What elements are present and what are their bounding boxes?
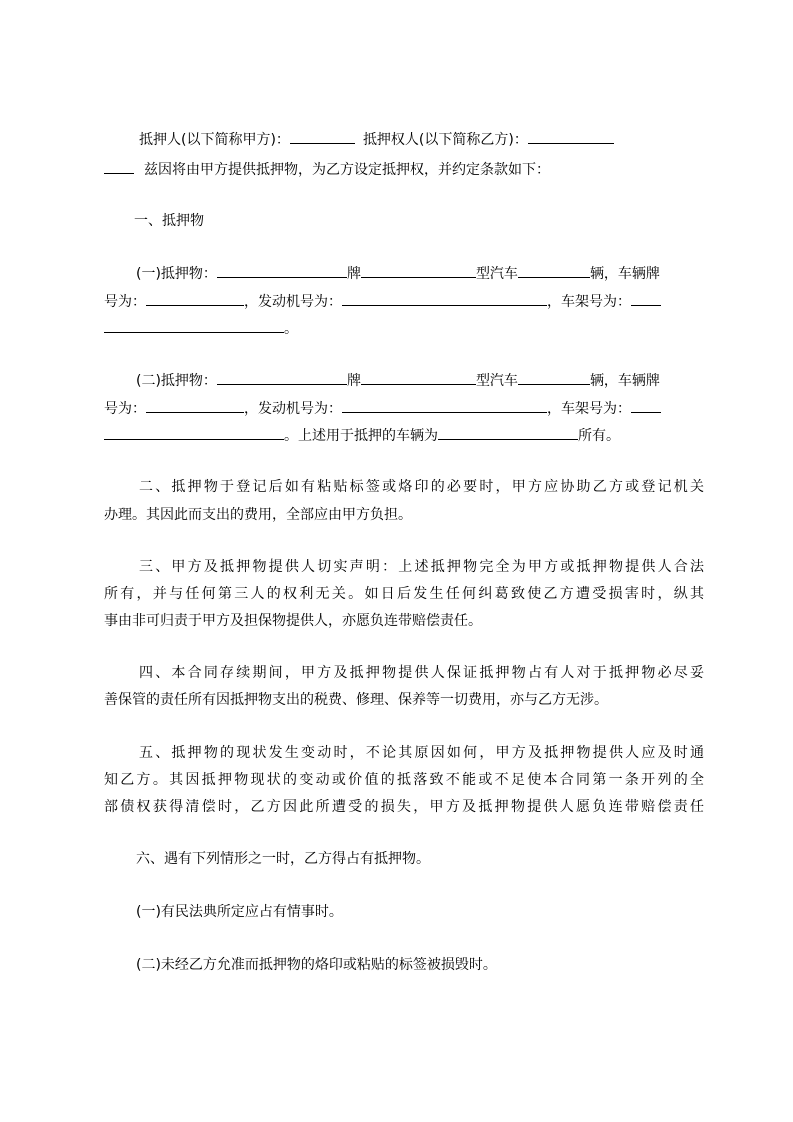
section-4-line-1: 四、本合同存续期间，甲方及抵押物提供人保证抵押物占有人对于抵押物必尽妥 [139, 665, 704, 681]
section-5-line-3: 部债权获得清偿时，乙方因此所遭受的损失，甲方及抵押物提供人愿负连带赔偿责任 [104, 799, 704, 815]
quantity-blank [518, 370, 590, 385]
item-1-line-3: 。 [104, 318, 704, 339]
item-1-line-1: (一)抵押物： 牌 型汽车 辆，车辆牌 [104, 263, 704, 284]
frame-blank [631, 398, 661, 413]
pledgor-blank [290, 129, 355, 144]
owner-blank [438, 425, 578, 440]
item-2-line-1: (二)抵押物： 牌 型汽车 辆，车辆牌 [104, 370, 704, 391]
item-2-line-3: 。上述用于抵押的车辆为 所有。 [104, 425, 704, 446]
engine-blank [342, 398, 547, 413]
section-4-line-2: 善保管的责任所有因抵押物支出的税费、修理、保养等一切费用，亦与乙方无涉。 [104, 692, 608, 708]
section-6-item-2: (二)未经乙方允准而抵押物的烙印或粘贴的标签被损毁时。 [136, 957, 497, 973]
section-2-line-1: 二、抵押物于登记后如有粘贴标签或烙印的必要时，甲方应协助乙方或登记机关 [139, 479, 704, 495]
intro-line-2 [104, 159, 704, 180]
section-6-item-1: (一)有民法典所定应占有情事时。 [136, 904, 343, 920]
item-2-line-2: 号为： ，发动机号为： ，车架号为： [104, 398, 704, 419]
section-1-heading: 一、抵押物 [134, 213, 204, 229]
section-3-line-1: 三、甲方及抵押物提供人切实声明：上述抵押物完全为甲方或抵押物提供人合法 [139, 559, 704, 575]
frame-blank-cont [104, 318, 284, 333]
pledgee-blank-cont [104, 159, 134, 174]
item-1-line-2: 号为： ，发动机号为： ，车架号为： [104, 291, 704, 312]
pledgee-label: 抵押权人(以下简称乙方)： [362, 132, 528, 148]
section-3-line-2: 所有，并与任何第三人的权利无关。如日后发生任何纠葛致使乙方遭受损害时，纵其 [104, 586, 704, 602]
section-2-line-2: 办理。其因此而支出的费用，全部应由甲方负担。 [104, 507, 412, 523]
model-blank [361, 370, 476, 385]
quantity-blank [518, 263, 590, 278]
plate-blank [146, 291, 244, 306]
section-5-line-2: 知乙方。其因抵押物现状的变动或价值的抵落致不能或不足使本合同第一条开列的全 [104, 772, 704, 788]
pledgor-label: 抵押人(以下简称甲方)： [139, 132, 290, 148]
model-blank [361, 263, 476, 278]
brand-blank [217, 263, 347, 278]
section-3-line-3: 事由非可归责于甲方及担保物提供人，亦愿负连带赔偿责任。 [104, 613, 482, 629]
intro-statement: 兹因将由甲方提供抵押物，为乙方设定抵押权，并约定条款如下： [144, 162, 550, 178]
section-5-line-1: 五、抵押物的现状发生变动时，不论其原因如何，甲方及抵押物提供人应及时通 [139, 745, 704, 761]
frame-blank [631, 291, 661, 306]
section-6-heading: 六、遇有下列情形之一时，乙方得占有抵押物。 [136, 851, 430, 867]
engine-blank [342, 291, 547, 306]
intro-line-1 [104, 129, 704, 150]
plate-blank [146, 398, 244, 413]
pledgee-blank [528, 129, 614, 144]
brand-blank [217, 370, 347, 385]
frame-blank-cont [104, 425, 284, 440]
